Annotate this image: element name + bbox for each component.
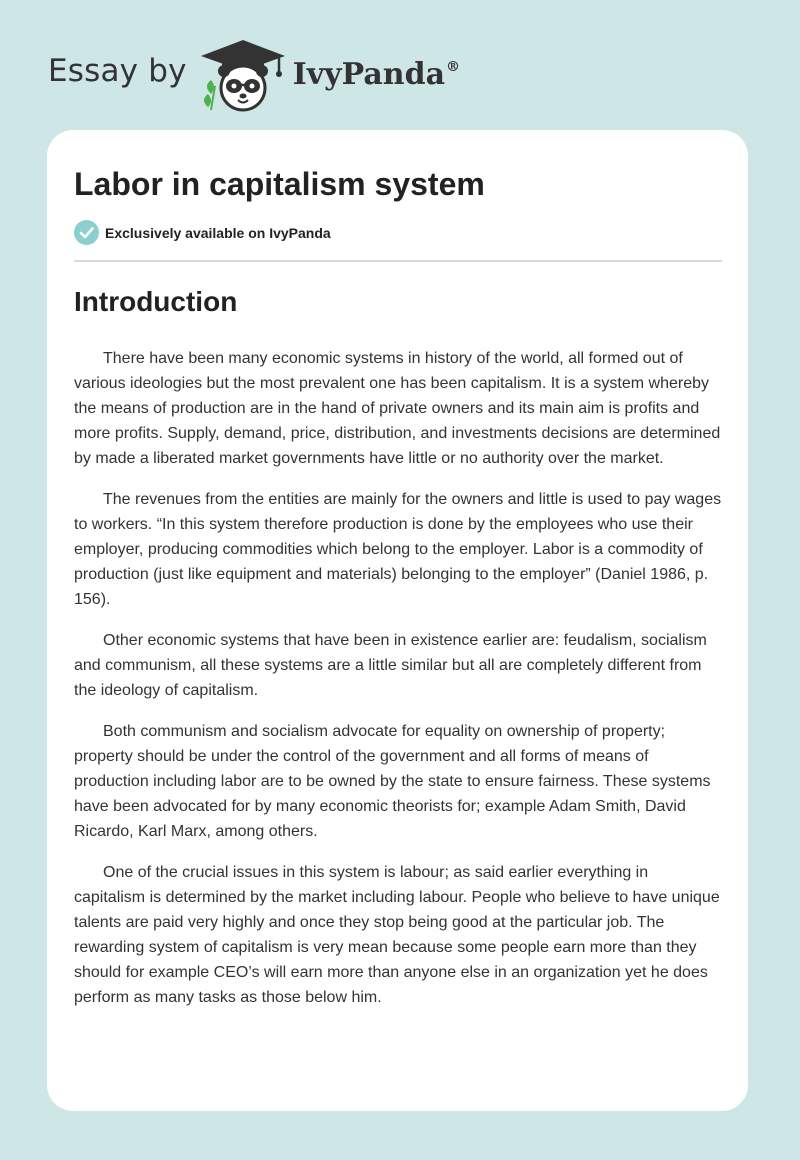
exclusive-badge-text: Exclusively available on IvyPanda (105, 224, 331, 241)
brand-name (293, 57, 460, 92)
paragraph: The revenues from the entities are mainly for the owners and little is used to pay wages to workers. “In this system therefore production is done by the employees who use their employer, producing commodities which belong to the employer. Labor is a commodity of production (just like equipment and materials) belonging to the employer” (Daniel 1986, p. 156). (74, 491, 722, 608)
exclusive-badge (74, 220, 722, 245)
brand-text: IvyPanda (292, 56, 446, 92)
paragraph: Both communism and socialism advocate for equality on ownership of property; property should be under the control of the government and all forms of means of production including labor are to be owned by the state to ensure fairness. These systems have been advocated for by many economic theorists for; example Adam Smith, David Ricardo, Karl Marx, among others. (74, 723, 711, 840)
essay-title: Labor in capitalism system (74, 166, 485, 202)
registered-mark: ® (446, 58, 461, 75)
site-header (48, 34, 460, 114)
check-circle-icon (74, 220, 99, 245)
divider (74, 260, 722, 262)
essay-by-label: Essay by (48, 53, 187, 89)
section-heading: Introduction (74, 286, 238, 317)
paragraph: One of the crucial issues in this system is labour; as said earlier everything in capitalism is determined by the market including labour. People who believe to have unique talents are paid very highly and once they stop being good at the particular job. The rewarding system of capitalism is very mean because some people earn more than they should for example CEO’s will earn more than anyone else in an organization yet he does perform as many tasks as those below him. (74, 864, 720, 1006)
paragraph: There have been many economic systems in history of the world, all formed out of various ideologies but the most prevalent one has been capitalism. It is a system whereby the means of production are in the hand of private owners and its main aim is profits and more profits. Supply, demand, price, distribution, and investments decisions are determined by made a liberated market governments have little or no authority over the market. (74, 350, 721, 467)
panda-graduate-icon (197, 36, 289, 112)
paragraph: Other economic systems that have been in existence earlier are: feudalism, socialism and communism, all these systems are a little similar but all are completely different from the ideology of capitalism. (74, 632, 707, 699)
essay-card (47, 130, 748, 1111)
